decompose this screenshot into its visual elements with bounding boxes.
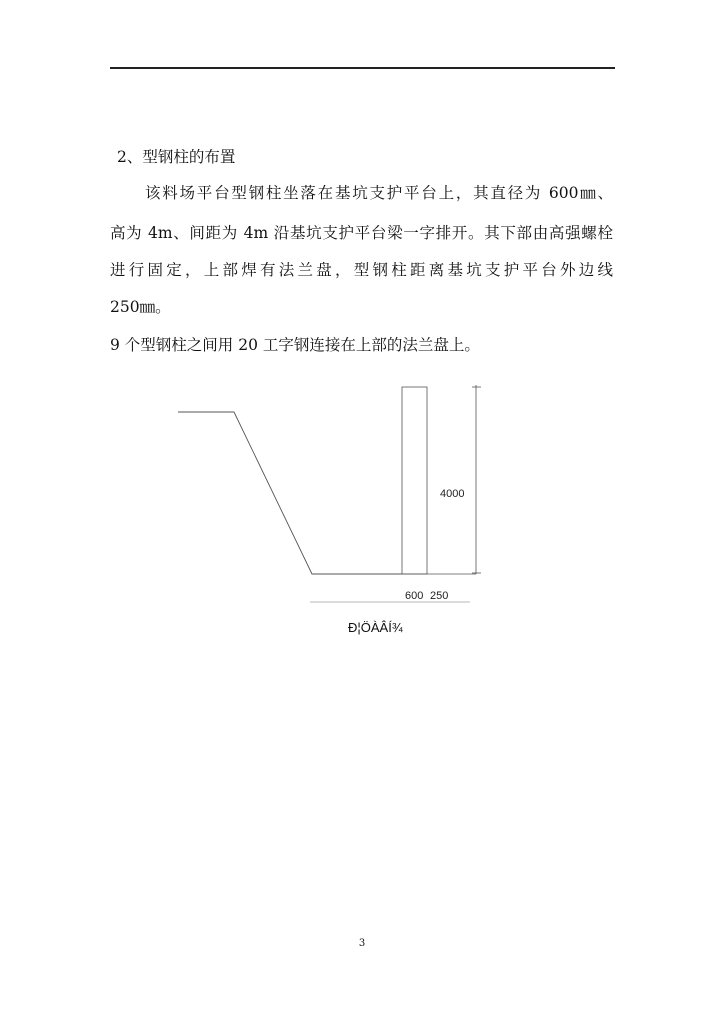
second-paragraph: 9 个型钢柱之间用 20 工字钢连接在上部的法兰盘上。: [110, 336, 480, 354]
section-heading: 2、型钢柱的布置: [117, 148, 236, 166]
width-dimension-label: 600: [405, 590, 424, 602]
pit-slope-line: [178, 412, 402, 574]
steel-column: [402, 387, 427, 574]
height-dimension-label: 4000: [440, 488, 465, 500]
figure-caption: Ð¦ÖÀÂÍ¾: [348, 620, 403, 635]
paragraph-line-2: 高为 4m、间距为 4m 沿基坑支护平台梁一字排开。其下部由高强螺栓: [110, 224, 613, 242]
offset-dimension-label: 250: [430, 590, 449, 602]
page-number: 3: [358, 938, 366, 949]
paragraph-line-1: 该料场平台型钢柱坐落在基坑支护平台上，其直径为 600㎜、: [145, 184, 613, 202]
paragraph-line-4: 250㎜。: [110, 298, 171, 316]
paragraph-line-3: 进行固定，上部焊有法兰盘，型钢柱距离基坑支护平台外边线: [110, 261, 613, 279]
